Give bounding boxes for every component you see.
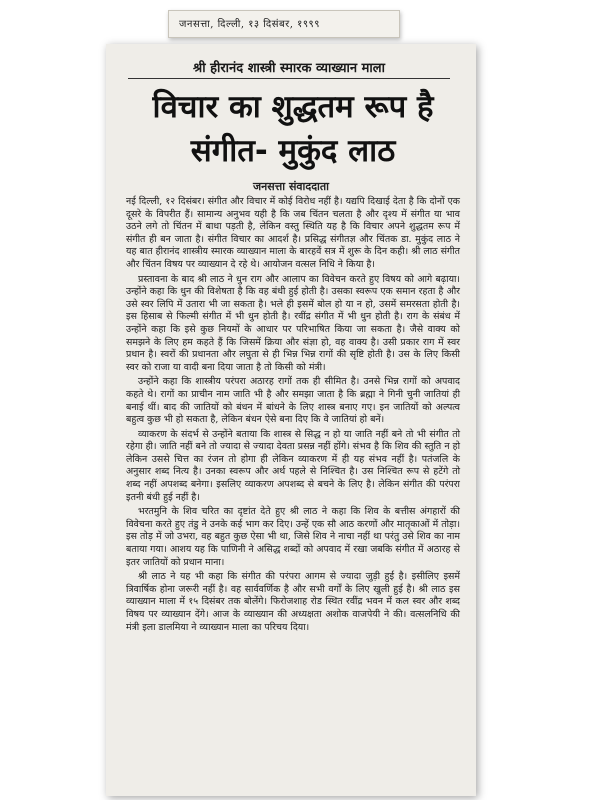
article-paragraph: प्रस्तावना के बाद श्री लाठ ने धुन राग और आलाप का विवेचन करते हुए विषय को आगे बढ़ाया। उन्होंने कहा कि धुन की विशेषता है कि वह बंधी हुई होती है। उसका स्वरूप एक समान रहता है और उसे स्वर लिपि में उतारा भी जा सकता है। भले ही इसमें बोल हो या न हो, उसमें समरसता होती है। इस हिसाब से फिल्मी संगीत में भी धुन होती है। रवींद्र संगीत में भी धुन होती है। राग के संबंध में उन्होंने कहा कि इसे कुछ नियमों के आधार पर परिभाषित किया जा सकता है। जैसे वाक्य को समझने के लिए हम कहते हैं कि जिसमें क्रिया और संज्ञा हो, वह वाक्य है। उसी प्रकार राग में स्वर प्रधान है। स्वरों की प्रधानता और लघुता से ही भिन्न भिन्न रागों की सृष्टि होती है। उस के लिए किसी स्वर को राजा या वादी बना दिया जाता है तो किसी को मंत्री। xyxy=(126,273,460,373)
byline: जनसत्ता संवाददाता xyxy=(252,180,330,193)
lecture-series-title: श्री हीरानंद शास्त्री स्मारक व्याख्यान माला xyxy=(128,58,450,79)
masthead-text: जनसत्ता, दिल्ली, १३ दिसंबर, १९९९ xyxy=(179,19,320,30)
article-paragraph: व्याकरण के संदर्भ से उन्होंने बताया कि शास्त्र से सिद्ध न हो या जाति नहीं बने तो भी संगीत तो रहेगा ही। जाति नहीं बने तो ज्यादा से ज्यादा देवता प्रसन्न नहीं होंगे। संभव है कि शिव की स्तुति न हो लेकिन उससे चित्त का रंजन तो होगा ही लेकिन व्याकरण में ही यह संभव नहीं है। पतंजलि के अनुसार शब्द नित्य है। उनका स्वरूप और अर्थ पहले से निश्चित है। उस निश्चित रूप से हटेंगे तो शब्द नहीं अपशब्द बनेगा। इसलिए व्याकरण अपशब्द से बचने के लिए है। लेकिन संगीत की परंपरा इतनी बंधी हुई नहीं है। xyxy=(126,428,460,503)
headline-line-1: विचार का शुद्धतम रूप है xyxy=(152,89,434,125)
headline-line-2: संगीत- मुकुंद लाठ xyxy=(190,133,396,169)
newspaper-masthead-strip xyxy=(168,10,400,38)
newspaper-clipping xyxy=(106,44,476,796)
article-paragraph: श्री लाठ ने यह भी कहा कि संगीत की परंपरा आगम से ज्यादा जुड़ी हुई है। इसीलिए इसमें त्रिवार्षिक होना जरूरी नहीं है। वह सार्ववर्णिक है और सभी वर्गों के लिए खुली हुई है। श्री लाठ इस व्याख्यान माला में १५ दिसंबर तक बोलेंगे। फिरोजशाह रोड स्थित रवींद्र भवन में कल स्वर और शब्द विषय पर व्याख्यान देंगे। आज के व्याख्यान की अध्यक्षता अशोक वाजपेयी ने की। वत्सलनिधि की मंत्री इला डालमिया ने व्याख्यान माला का परिचय दिया। xyxy=(126,571,460,633)
article-paragraph: भरतमुनि के शिव चरित का दृष्टांत देते हुए श्री लाठ ने कहा कि शिव के बत्तीस अंगहारों की विवेचना करते हुए तंडु ने उनके कई भाग कर दिए। उन्हें एक सौ आठ करणों और मातृकाओं में तोड़ा। इस तोड़ में जो उभरा, वह बहुत कुछ ऐसा भी था, जिसे शिव ने नाचा नहीं था परंतु उसे शिव का नाम बताया गया। आशय यह कि पाणिनी ने असिद्ध शब्दों को अपवाद में रखा जबकि संगीत में अठारह से इतर जातियों को प्रधान माना। xyxy=(126,506,460,568)
article-body xyxy=(126,196,460,634)
article-paragraph: उन्होंने कहा कि शास्त्रीय परंपरा अठारह रागों तक ही सीमित है। उनसे भिन्न रागों को अपवाद कहते थे। रागों का प्राचीन नाम जाति भी है और समझा जाता है कि ब्रह्मा ने गिनी चुनी जातियां ही बनाई थीं। बाद की जातियों को बंधन में बांधने के लिए शास्त्र बनाए गए। इन जातियों को अल्पत्व बहुत्व कुछ भी हो सकता है, लेकिन बंधन ऐसे बना दिए कि वे जातियां हो बनें। xyxy=(126,376,460,426)
article-paragraph: नई दिल्ली, १२ दिसंबर। संगीत और विचार में कोई विरोध नहीं है। यद्यपि दिखाई देता है कि दोनों एक दूसरे के विपरीत हैं। सामान्य अनुभव यही है कि जब चिंतन चलता है और दृश्य में संगीत या भाव उठने लगे तो चिंतन में बाधा पड़ती है, लेकिन वस्तु स्थिति यह है कि विचार अपने शुद्धतम रूप में संगीत ही बन जाता है। संगीत विचार का आदर्श है। प्रसिद्ध संगीतज्ञ और चिंतक डा. मुकुंद लाठ ने यह बात हीरानंद शास्त्रीय स्मारक व्याख्यान माला के बारहवें सत्र में शुरू के दिन कही। श्री लाठ संगीत और चिंतन विषय पर व्याख्यान दे रहे थे। आयोजन वत्सल निधि ने किया है। xyxy=(126,196,460,270)
headline xyxy=(128,85,458,173)
